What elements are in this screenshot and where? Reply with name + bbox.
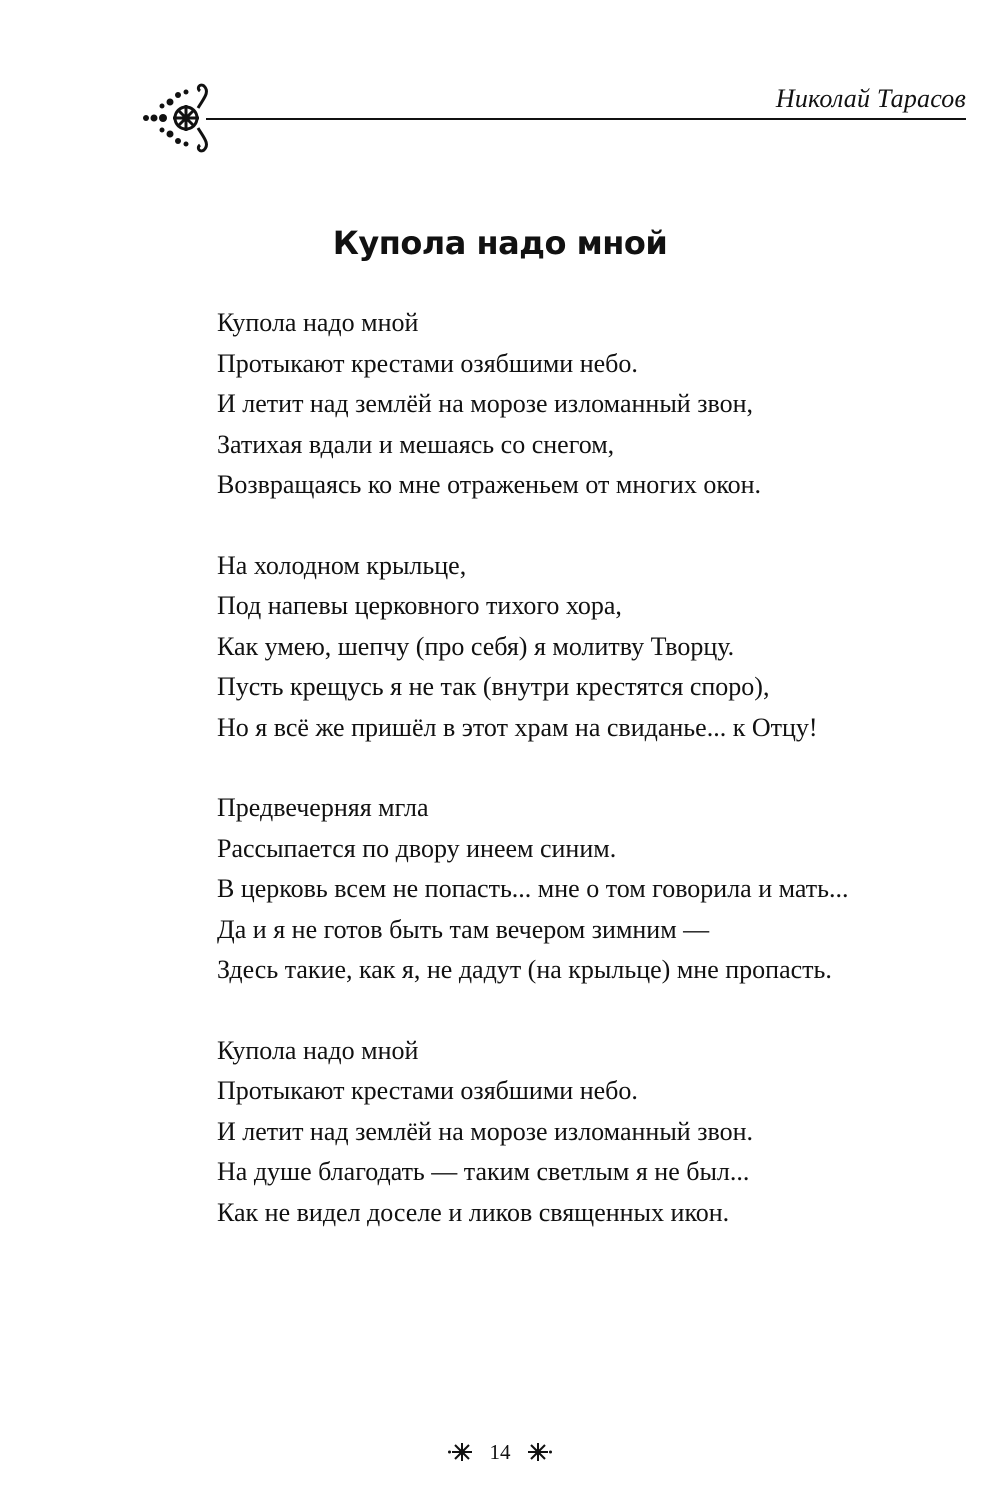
poem-line: На душе благодать — таким светлым я не был... [217,1157,750,1186]
snowflake-ornament-icon [524,1441,552,1463]
stanza [217,1031,987,1234]
poem-line: Предвечерняя мгла [217,793,429,822]
poem-title: Купола надо мной [332,224,668,262]
poem-line: Рассыпается по двору инеем синим. [217,833,617,863]
poem-line: Да и я не готов быть там вечером зимним — [217,914,710,944]
poem-line: Пусть крещусь я не так (внутри крестятся споро), [217,672,770,701]
page-number: 14 [489,1439,511,1464]
poem-line: Купола надо мной [217,308,419,337]
running-header [140,78,970,158]
poem-line: Как не видел доселе и ликов священных икон. [217,1197,730,1227]
poem-line: В церковь всем не попасть... мне о том говорила и мать... [217,874,849,903]
poem-line: Как умею, шепчу (про себя) я молитву Творцу. [217,631,735,661]
page-footer [0,1438,1000,1465]
snowflake-ornament-icon [448,1441,476,1463]
poem-line: Под напевы церковного тихого хора, [217,591,622,620]
poem-line: Затихая вдали и мешаясь со снегом, [217,429,615,459]
poem-line: Но я всё же пришёл в этот храм на свиданье... к Отцу! [217,712,818,742]
stanza [217,303,987,506]
header-rule [206,118,966,120]
stanza [217,788,987,991]
poem-line: На холодном крыльце, [217,550,467,580]
poem-line: Протыкают крестами озябшими небо. [217,1076,638,1105]
poem-line: Возвращаясь ко мне отраженьем от многих окон. [217,470,762,499]
poem-line: Купола надо мной [217,1035,419,1065]
poem-line: Протыкают крестами озябшими небо. [217,348,638,378]
poem-body [217,303,987,1273]
poem-line: Здесь такие, как я, не дадут (на крыльце) мне пропасть. [217,955,832,984]
poem-line: И летит над землёй на морозе изломанный звон. [217,1116,753,1146]
poem-line: И летит над землёй на морозе изломанный звон, [217,389,753,418]
author-name: Николай Тарасов [775,84,966,113]
stanza [217,546,987,749]
